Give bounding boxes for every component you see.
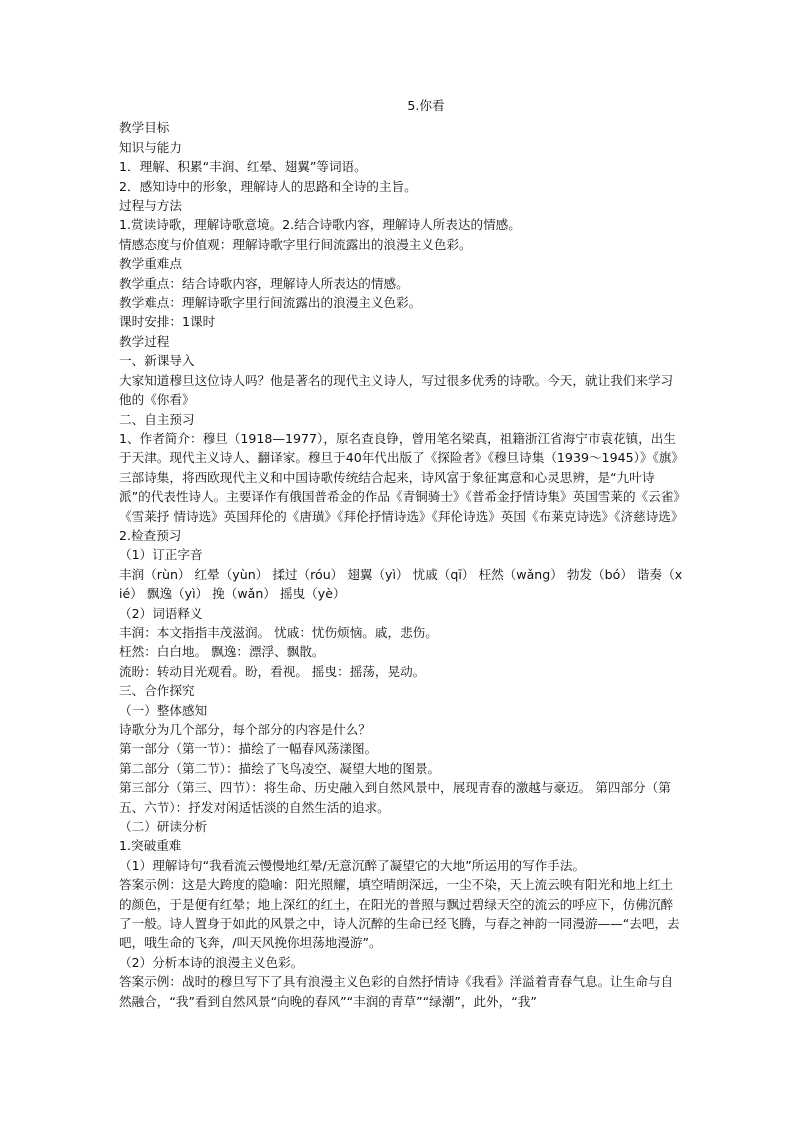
answer-2: 答案示例：战时的穆旦写下了具有浪漫主义色彩的自然抒情诗《我看》洋溢着青春气息。让生命与自然融合，“我”看到自然风景“向晚的春风”“丰润的青草”“绿潮”，此外，“我” — [119, 974, 674, 1009]
section-intro-heading: 一、新课导入 — [119, 353, 195, 369]
overall-parts-3-4: 第三部分（第三、四节）：将生命、历史融入到自然风景中，展现青春的激越与豪迈。 第四部分（第五、六节）：抒发对闲适恬淡的自然生活的追求。 — [119, 780, 671, 815]
answer-1: 答案示例：这是大跨度的隐喻：阳光照耀，填空晴朗深远，一尘不染，天上流云映有阳光和地上红土的颜色，于是便有红晕；地上深红的红土，在阳光的普照与飘过碧绿天空的流云的呼应下，仿佛沉醉了一般。诗人置身于如此的风景之中，诗人沉醉的生命已经飞腾，与春之神韵一同漫游——“去吧，去吧，哦生命的飞奔，/叫天风挽你坦荡地漫游”。 — [119, 877, 680, 951]
author-paragraph: 1、作者简介：穆旦（1918—1977），原名查良铮，曾用笔名梁真，祖籍浙江省海宁市袁花镇，出生于天津。现代主义诗人、翻译家。穆旦于40年代出版了《探险者》《穆旦诗集（1939～1945）》《旗》三部诗集，将西欧现代主义和中国诗歌传统结合起来，诗风富于象征寓意和心灵思辨，是“九叶诗派”的代表性诗人。主要译作有俄国普希金的作品《青铜骑士》《普希金抒情诗集》英国雪莱的《云雀》《雪莱抒 情诗选》英国拜伦的《唐璜》《拜伦抒情诗选》《拜伦诗选》英国《布莱克诗选》《济慈诗选》 — [119, 430, 684, 524]
study-heading: （二）研读分析 — [119, 819, 208, 835]
vocabulary-line: 丰润：本文指指丰茂滋润。 忧戚：忧伤烦恼。戚，悲伤。 — [119, 624, 438, 640]
document-page — [119, 96, 683, 1011]
schedule: 课时安排：1课时 — [119, 314, 216, 330]
key-difficulty-heading: 1.突破重难 — [119, 838, 182, 854]
heading-keypoints: 教学重难点 — [119, 256, 182, 272]
check-preview-heading: 2.检查预习 — [119, 527, 182, 543]
vocabulary-line: 枉然：白白地。 飘逸：漂浮、飘散。 — [119, 644, 325, 660]
section-cooperation-heading: 三、合作探究 — [119, 683, 195, 699]
heading-knowledge: 知识与能力 — [119, 139, 182, 155]
objective-2: 2．感知诗中的形象，理解诗人的思路和全诗的主旨。 — [119, 178, 417, 194]
overall-heading: （一）整体感知 — [119, 702, 208, 718]
section-preview-heading: 二、自主预习 — [119, 411, 195, 427]
key-point: 教学重点：结合诗歌内容，理解诗人所表达的情感。 — [119, 275, 409, 291]
heading-process: 过程与方法 — [119, 198, 182, 214]
vocabulary-line: 流盼：转动目光观看。盼，看视。 摇曳：摇荡，晃动。 — [119, 663, 426, 679]
overall-line: 第一部分（第一节）：描绘了一幅春风荡漾图。 — [119, 741, 378, 757]
intro-paragraph: 大家知道穆旦这位诗人吗？他是著名的现代主义诗人，写过很多优秀的诗歌。今天，就让我们来学习他的《你看》 — [119, 372, 674, 408]
question-1: （1）理解诗句“我看流云慢慢地红晕/无意沉醉了凝望它的大地”所运用的写作手法。 — [119, 857, 586, 873]
pronunciation-list: 丰润（rùn） 红晕（yùn） 揉过（róu） 翅翼（yì） 忧戚（qī） 枉然（wǎng） 勃发（bó） 谐奏（xié） 飘逸（yì） 挽（wǎn） 摇曳（yè） — [119, 566, 683, 602]
vocabulary-heading: （2）词语释义 — [119, 605, 203, 621]
pronunciation-heading: （1）订正字音 — [119, 547, 203, 563]
question-2: （2）分析本诗的浪漫主义色彩。 — [119, 954, 304, 970]
overall-line: 诗歌分为几个部分，每个部分的内容是什么？ — [119, 722, 371, 737]
emotion-goal: 情感态度与价值观：理解诗歌字里行间流露出的浪漫主义色彩。 — [119, 236, 472, 252]
overall-line: 第二部分（第二节）：描绘了飞鸟凌空、凝望大地的图景。 — [119, 760, 441, 776]
objective-1: 1．理解、积累“丰润、红晕、翅翼”等词语。 — [119, 159, 367, 175]
difficult-point: 教学难点：理解诗歌字里行间流露出的浪漫主义色彩。 — [119, 295, 422, 311]
process-items: 1.赏读诗歌，理解诗歌意境。2.结合诗歌内容，理解诗人所表达的情感。 — [119, 217, 521, 233]
heading-teaching-process: 教学过程 — [119, 333, 170, 349]
lesson-title: 5.你看 — [407, 98, 445, 113]
heading-objectives: 教学目标 — [119, 120, 170, 136]
